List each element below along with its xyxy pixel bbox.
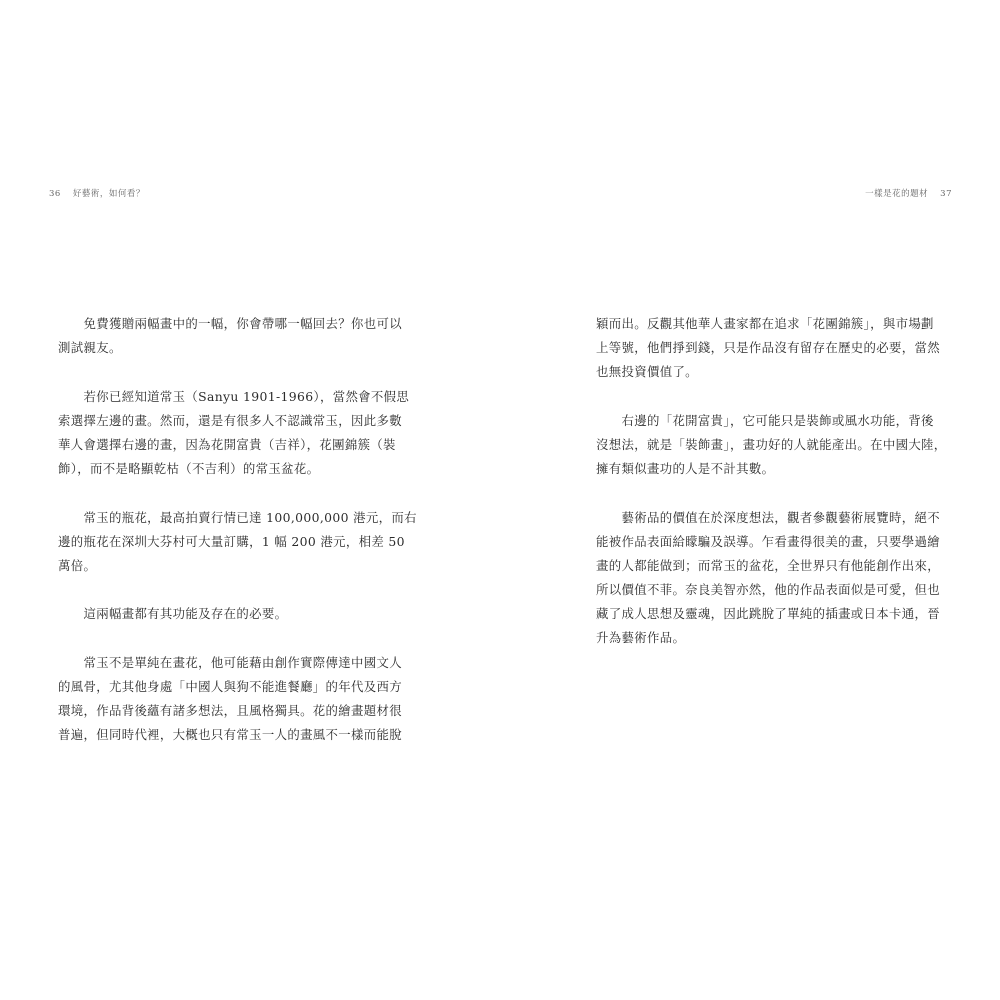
running-title: 好藝術，如何看？ <box>72 189 145 199</box>
text-line: 上等號，他們掙到錢，只是作品沒有留存在歷史的必要，當然 <box>596 340 940 356</box>
text-line: 邊的瓶花在深圳大芬村可大量訂購，1 幅 200 港元，相差 50 <box>58 533 405 549</box>
text-line: 普遍，但同時代裡，大概也只有常玉一人的畫風不一樣而能脫 <box>58 727 402 743</box>
text-line: 右邊的「花開富貴」，它可能只是裝飾或風水功能，背後 <box>596 412 934 428</box>
text-line: 飾），而不是略顯乾枯（不吉利）的常玉盆花。 <box>58 461 320 477</box>
text-line: 能被作品表面給矇騙及誤導。乍看畫得很美的畫，只要學過繪 <box>596 533 940 549</box>
text-line: 測試親友。 <box>58 340 122 356</box>
text-line: 所以價值不菲。奈良美智亦然，他的作品表面似是可愛，但也 <box>596 582 940 598</box>
text-line: 的風骨，尤其他身處「中國人與狗不能進餐廳」的年代及西方 <box>58 678 402 694</box>
running-title: 一樣是花的題材 <box>865 189 929 199</box>
running-header <box>49 187 145 199</box>
text-line: 藝術品的價值在於深度想法，觀者參觀藝術展覽時，絕不 <box>596 509 940 525</box>
body-text <box>596 312 947 651</box>
text-line: 華人會選擇右邊的畫，因為花開富貴（吉祥），花團錦簇（裝 <box>58 436 396 452</box>
text-line: 升為藝術作品。 <box>596 630 686 646</box>
text-line: 免費獲贈兩幅畫中的一幅，你會帶哪一幅回去？你也可以 <box>58 316 402 331</box>
text-line: 畫的人都能做到；而常玉的盆花，全世界只有他能創作出來， <box>596 557 940 573</box>
text-line: 若你已經知道常玉（Sanyu 1901-1966），當然會不假思 <box>58 388 410 404</box>
text-line: 藏了成人思想及靈魂，因此跳脫了單純的插畫或日本卡通，晉 <box>596 606 940 622</box>
text-line: 也無投資價值了。 <box>596 364 698 380</box>
text-line: 這兩幅畫都有其功能及存在的必要。 <box>58 606 288 622</box>
body-text <box>58 312 417 747</box>
right-page <box>500 0 1000 1000</box>
text-line: 常玉的瓶花，最高拍賣行情已達 100,000,000 港元，而右 <box>58 509 417 525</box>
running-header <box>865 187 952 199</box>
text-line: 索選擇左邊的畫。然而，還是有很多人不認識常玉，因此多數 <box>58 412 402 428</box>
page-number: 37 <box>940 189 952 199</box>
text-line: 環境，作品背後蘊有諸多想法，且風格獨具。花的繪畫題材很 <box>58 703 402 718</box>
text-line: 擁有類似畫功的人是不計其數。 <box>596 461 775 477</box>
text-line: 萬倍。 <box>58 557 97 573</box>
text-line: 常玉不是單純在畫花，他可能藉由創作實際傳達中國文人 <box>58 654 402 670</box>
text-line: 穎而出。反觀其他華人畫家都在追求「花團錦簇」，與市場劃 <box>596 316 934 331</box>
page-number: 36 <box>49 189 61 199</box>
text-line: 沒想法，就是「裝飾畫」，畫功好的人就能產出。在中國大陸， <box>596 436 947 452</box>
